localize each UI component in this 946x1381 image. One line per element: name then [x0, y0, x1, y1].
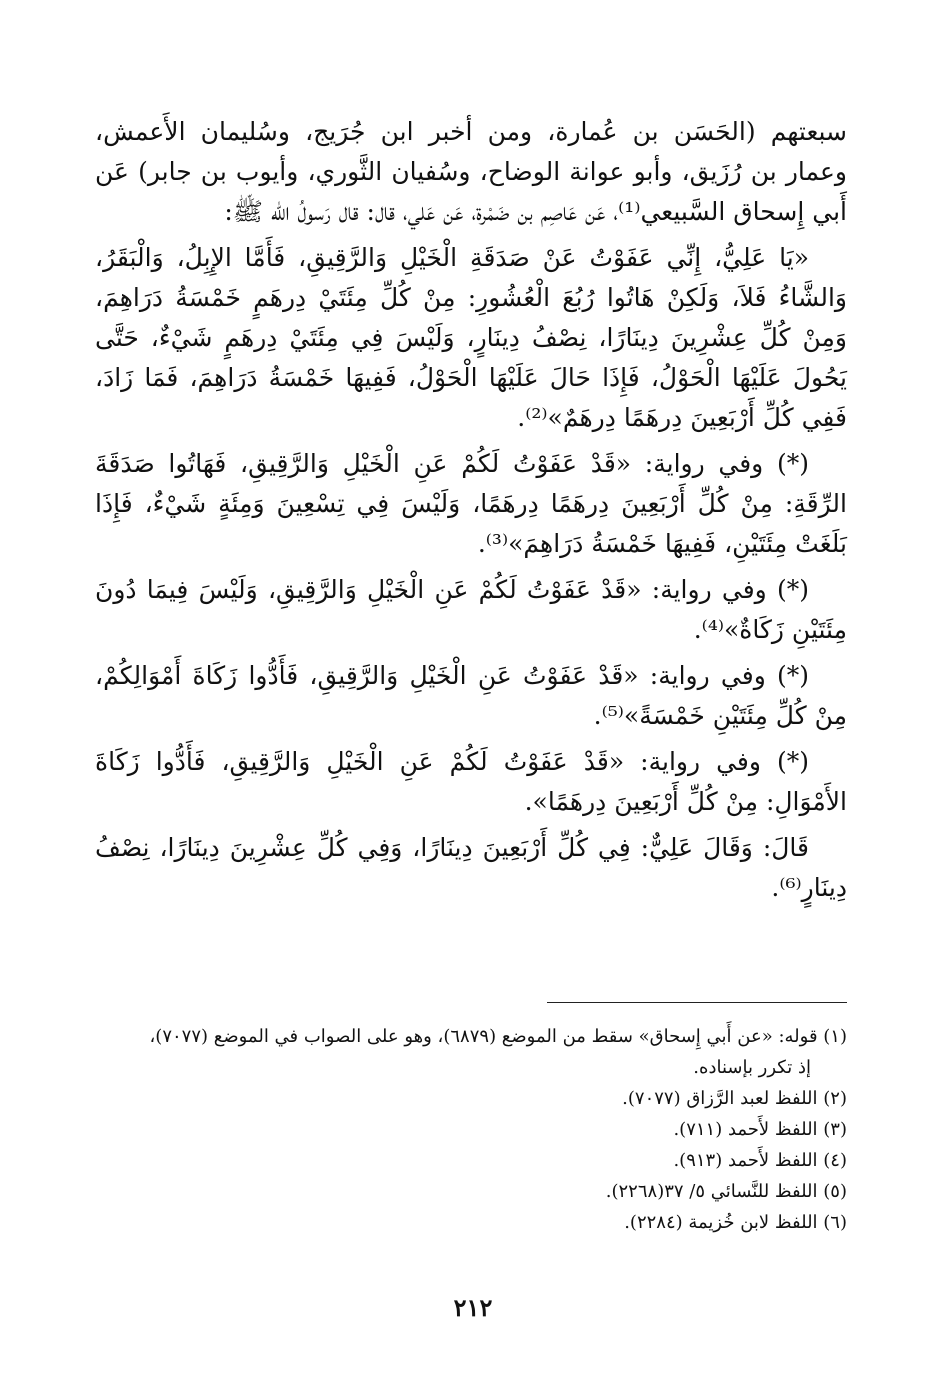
footnote-5: (٥) اللفظ للنَّسائي ٥/ ٣٧(٢٢٦٨). — [605, 1181, 847, 1202]
footnote-6: (٦) اللفظ لابن خُزيمة (٢٢٨٤). — [624, 1212, 847, 1233]
paragraph-riwaya-2: (*) وفي رواية: «قَدْ عَفَوْتُ لَكُمْ عَنِ الْخَيْلِ وَالرَّقِيقِ، وَلَيْسَ فِيمَا دُونَ مِئَتَيْنِ زَكَاةٌ»⁽⁴⁾. — [95, 575, 847, 644]
paragraph-isnad: سبعتهم (الحَسَن بن عُمارة، ومن أخبر ابن جُرَيج، وسُليمان الأَعمش، وعمار بن رُزَيق، وأبو عوانة الوضاح، وسُفيان الثَّوري، وأيوب بن جابر) عَن أَبي إِسحاق السَّبيعي⁽¹⁾، عَن عَاصِم بن ضَمْرة، عَن عَلي، قال: قال رَسولُ الله ﷺ: — [95, 117, 847, 226]
footnote-4: (٤) اللفظ لأَحمد (٩١٣). — [673, 1150, 847, 1171]
paragraph-riwaya-4: (*) وفي رواية: «قَدْ عَفَوْتُ لَكُمْ عَنِ الْخَيْلِ وَالرَّقِيقِ، فَأَدُّوا زَكَاةَ الأَمْوَالِ: مِنْ كُلِّ أَرْبَعِينَ دِرهَمًا». — [95, 747, 847, 816]
paragraph-hadith: «يَا عَلِيُّ، إِنِّي عَفَوْتُ عَنْ صَدَقَةِ الْخَيْلِ وَالرَّقِيقِ، فَأَمَّا الإِبِلُ، وَالْبَقَرُ، وَالشَّاءُ فَلاَ، وَلَكِنْ هَاتُوا رُبُعَ الْعُشُورِ: مِنْ كُلِّ مِئَتَيْ دِرهَمٍ خَمْسَةُ دَرَاهِمَ، وَمِنْ كُلِّ عِشْرِينَ دِينَارًا، نِصْفُ دِينَارٍ، وَلَيْسَ فِي مِئَتَيْ دِرهَمٍ شَيْءٌ، حَتَّى يَحُولَ عَلَيْهَا الْحَوْلُ، فَإِذَا حَالَ عَلَيْهَا الْحَوْلُ، فَفِيهَا خَمْسَةُ دَرَاهِمَ، فَمَا زَادَ، فَفِي كُلِّ أَرْبَعِينَ دِرهَمًا دِرهَمٌ»⁽²⁾. — [95, 243, 847, 432]
footnote-1-continuation: إذ تكرر بإسناده. — [693, 1057, 811, 1078]
footnote-divider — [547, 1002, 847, 1003]
paragraph-riwaya-1: (*) وفي رواية: «قَدْ عَفَوْتُ لَكُمْ عَنِ الْخَيْلِ وَالرَّقِيقِ، فَهَاتُوا صَدَقَةَ الرِّقَةِ: مِنْ كُلِّ أَرْبَعِينَ دِرهَمًا دِرهَمًا، وَلَيْسَ فِي تِسْعِينَ وَمِئَةٍ شَيْءٌ، فَإِذَا بَلَغَتْ مِئَتَيْنِ، فَفِيهَا خَمْسَةُ دَرَاهِمَ»⁽³⁾. — [95, 449, 847, 558]
footnote-2: (٢) اللفظ لعبد الرَّزاق (٧٠٧٧). — [622, 1088, 847, 1109]
paragraph-riwaya-3: (*) وفي رواية: «قَدْ عَفَوْتُ عَنِ الْخَيْلِ وَالرَّقِيقِ، فَأَدُّوا زَكَاةَ أَمْوَالِكُمْ، مِنْ كُلِّ مِئَتَيْنِ خَمْسَةً»⁽⁵⁾. — [95, 661, 847, 730]
footnote-3: (٣) اللفظ لأَحمد (٧١١). — [673, 1119, 847, 1140]
footnote-1: (١) قوله: «عن أَبي إِسحاق» سقط من الموضع (٦٨٧٩)، وهو على الصواب في الموضع (٧٠٧٧)، — [149, 1026, 847, 1047]
footnotes — [95, 1022, 847, 1239]
paragraph-qala-ali: قَالَ: وَقَالَ عَلِيٌّ: فِي كُلِّ أَرْبَعِينَ دِينَارًا، وَفِي كُلِّ عِشْرِينَ دِينَارًا، نِصْفُ دِينَارٍ⁽⁶⁾. — [95, 833, 847, 902]
page-number: ٢١٢ — [453, 1293, 493, 1322]
main-text — [95, 112, 847, 914]
